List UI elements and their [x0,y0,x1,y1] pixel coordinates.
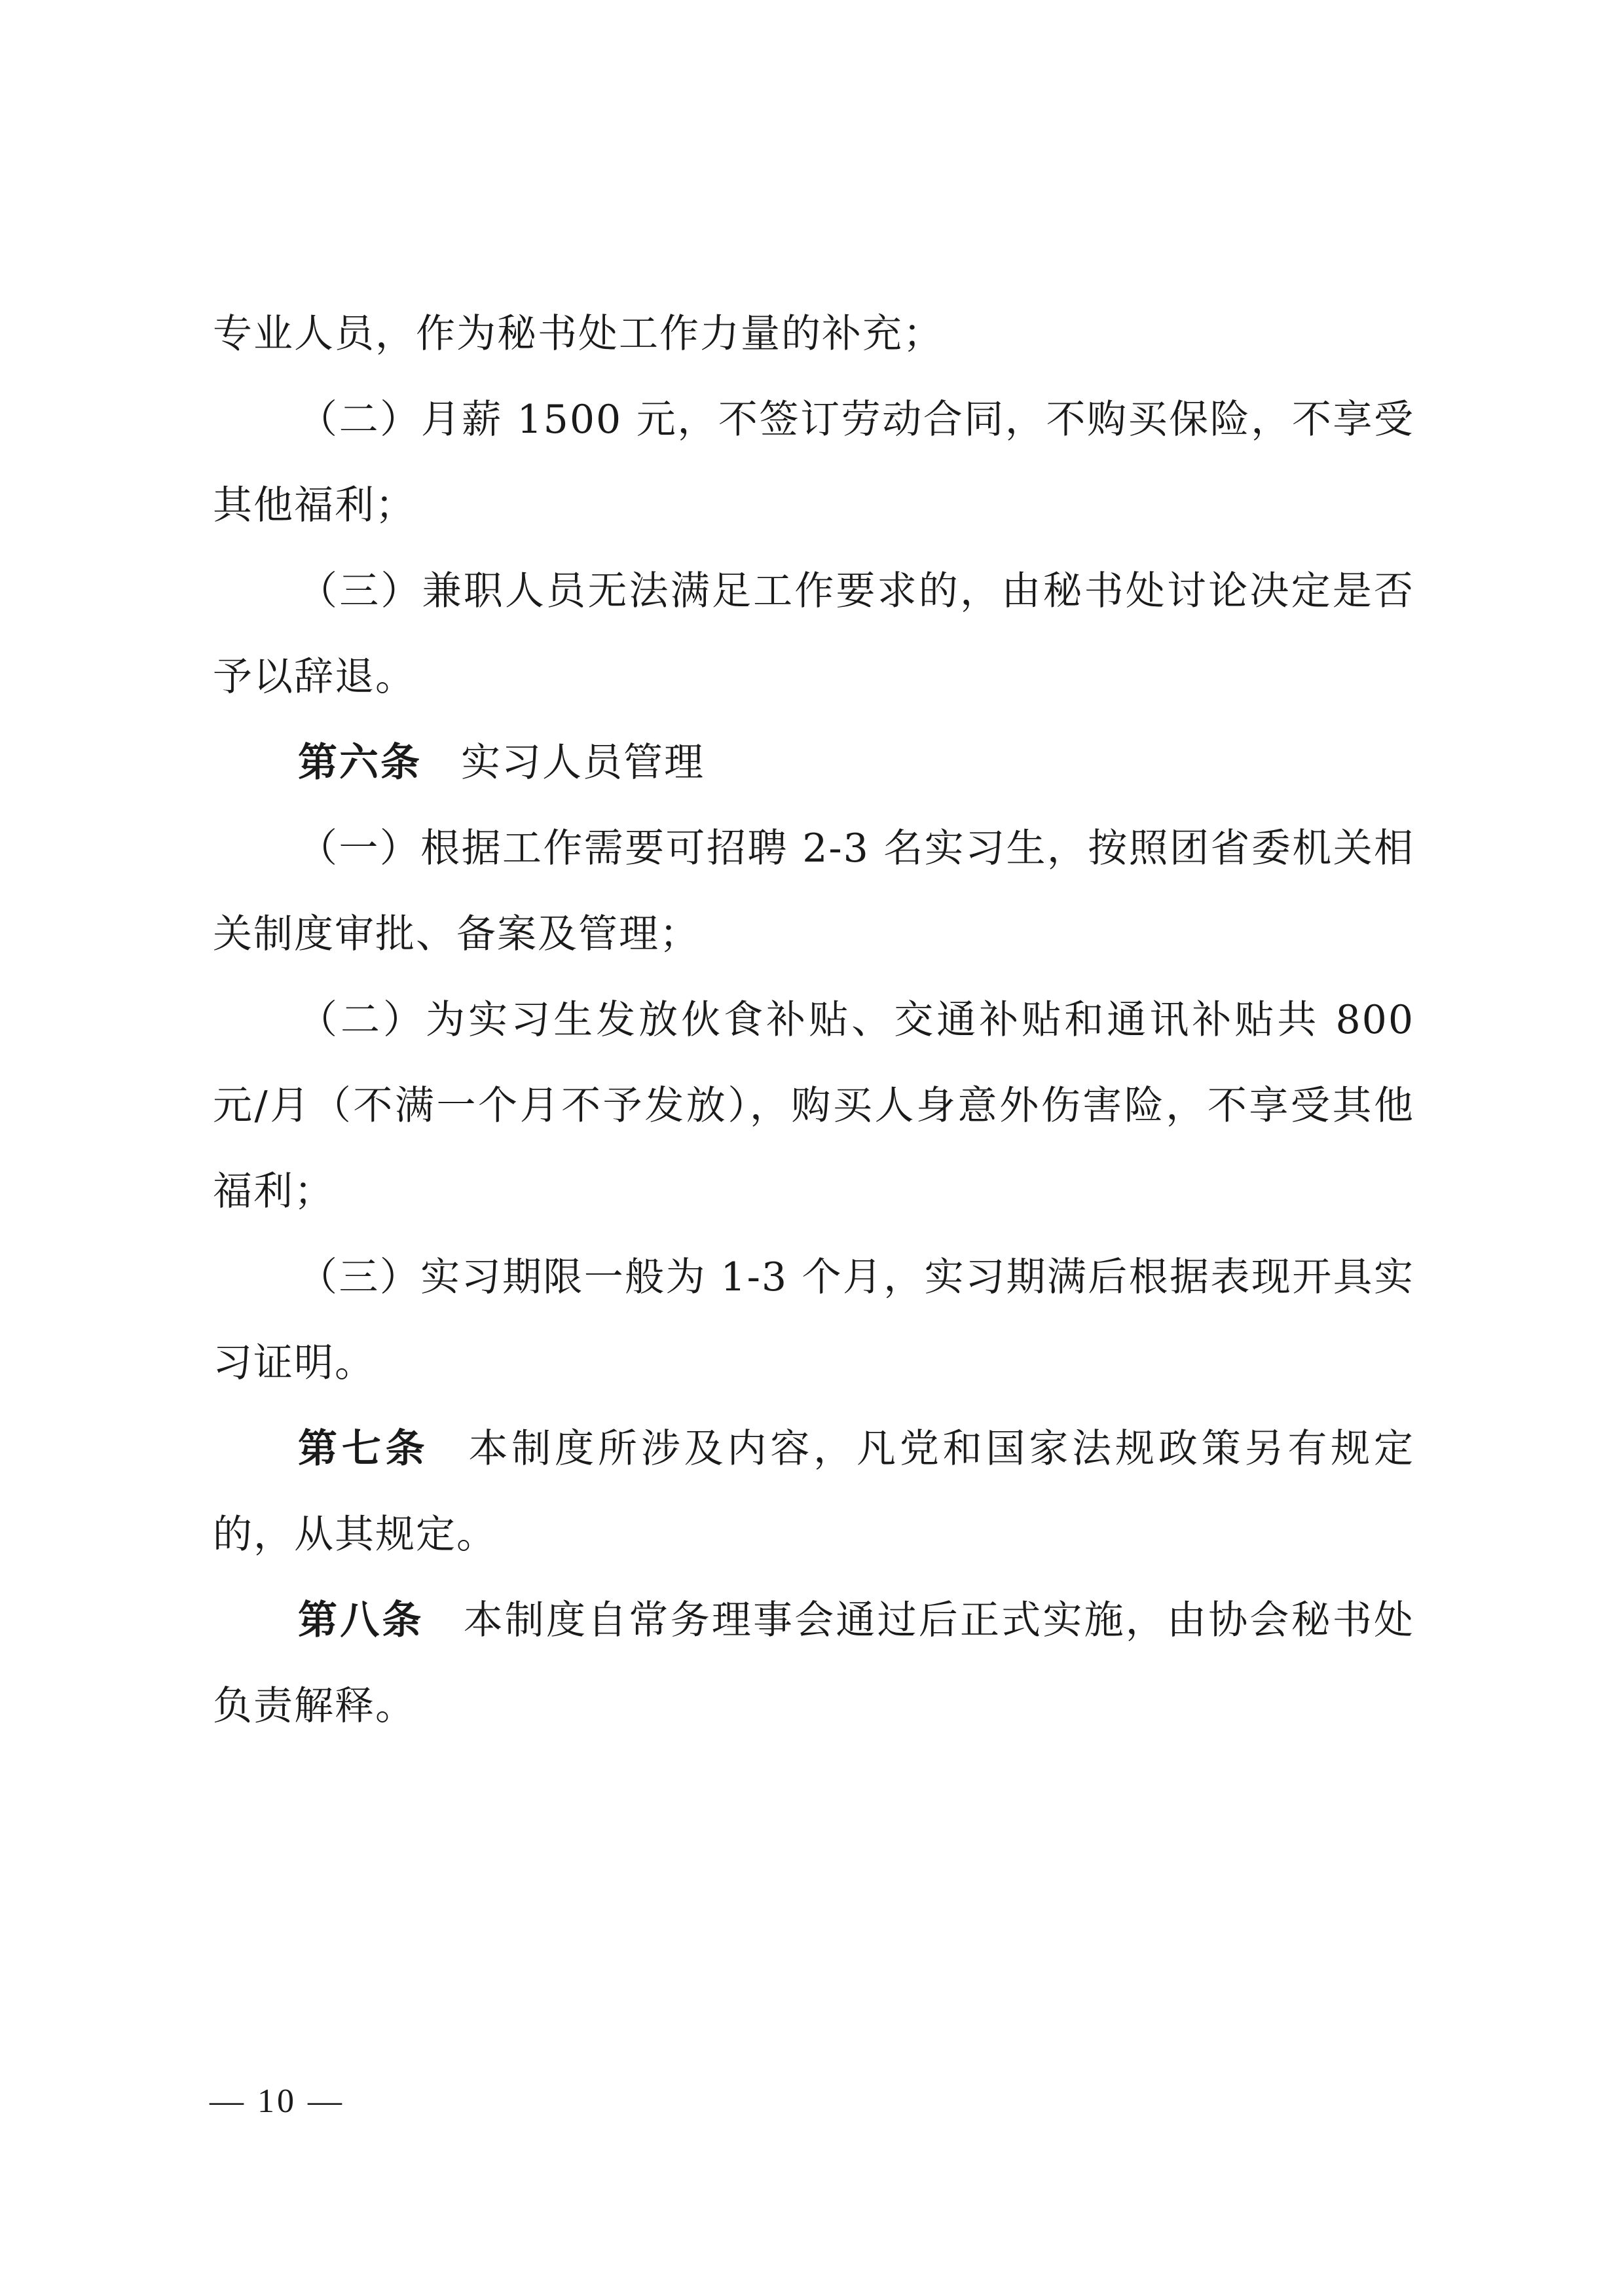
paragraph-text: （二）为实习生发放伙食补贴、交通补贴和通讯补贴共 800 元/月（不满一个月不予发放），购买人身意外伤害险，不享受其他福利； [213,997,1414,1214]
article-label: 第七条 [298,1426,430,1472]
article-6-heading [213,720,1414,806]
paragraph-text: 本制度所涉及内容，凡党和国家法规政策另有规定的，从其规定。 [213,1426,1414,1558]
paragraph-text: （一）根据工作需要可招聘 2-3 名实习生，按照团省委机关相关制度审批、备案及管理； [213,826,1414,957]
article-label: 第八条 [298,1597,424,1643]
paragraph-6 [213,977,1414,1235]
paragraph-1 [213,291,1414,377]
article-label: 第六条 [298,740,422,786]
paragraph-3 [213,549,1414,720]
paragraph-5 [213,806,1414,977]
paragraph-text: （三）实习期限一般为 1-3 个月，实习期满后根据表现开具实习证明。 [213,1254,1414,1386]
article-8 [213,1578,1414,1749]
paragraph-text: 专业人员，作为秘书处工作力量的补充； [213,311,944,357]
paragraph-text: （三）兼职人员无法满足工作要求的，由秘书处讨论决定是否予以辞退。 [213,568,1414,700]
paragraph-7 [213,1235,1414,1406]
article-7 [213,1406,1414,1578]
paragraph-text: 实习人员管理 [461,740,705,786]
paragraph-text: （二）月薪 1500 元，不签订劳动合同，不购买保险，不享受其他福利； [213,397,1414,528]
page-number: — 10 — [210,2083,344,2120]
paragraph-2 [213,377,1414,549]
document-body [213,291,1414,1749]
paragraph-text: 本制度自常务理事会通过后正式实施，由协会秘书处负责解释。 [213,1597,1415,1729]
